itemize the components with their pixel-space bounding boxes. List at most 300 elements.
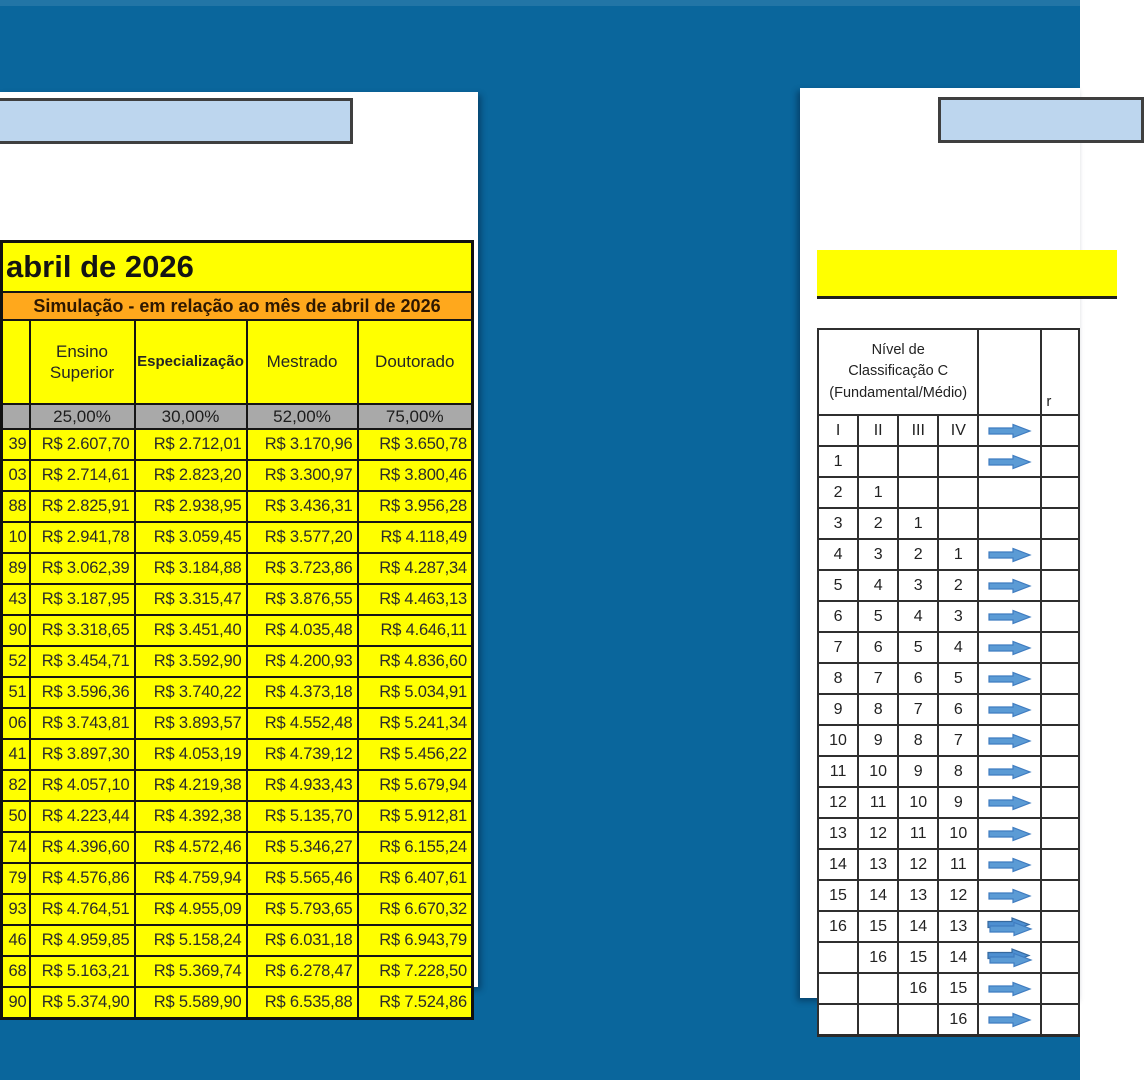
salary-value-cell[interactable]: R$ 2.941,78 bbox=[30, 522, 135, 553]
salary-value-cell[interactable]: R$ 7.524,86 bbox=[358, 987, 473, 1019]
arrow-icon bbox=[987, 980, 1032, 998]
salary-value-cell[interactable]: R$ 5.565,46 bbox=[247, 863, 358, 894]
salary-value-cell[interactable]: R$ 5.158,24 bbox=[135, 925, 247, 956]
arrow-cell bbox=[978, 942, 1041, 973]
reference-cell[interactable] bbox=[1041, 756, 1079, 787]
salary-row bbox=[2, 677, 473, 708]
right-header-input-box[interactable] bbox=[938, 97, 1144, 143]
level-cell[interactable]: 15 bbox=[818, 880, 858, 911]
level-cell[interactable]: 9 bbox=[938, 787, 978, 818]
arrow-cell bbox=[978, 477, 1041, 508]
level-cell[interactable]: 2 bbox=[818, 477, 858, 508]
level-cell[interactable] bbox=[818, 942, 858, 973]
level-cell[interactable] bbox=[898, 477, 938, 508]
salary-value-cell[interactable]: R$ 3.436,31 bbox=[247, 491, 358, 522]
salary-row bbox=[2, 553, 473, 584]
arrow-cell bbox=[978, 694, 1041, 725]
level-cell[interactable] bbox=[818, 973, 858, 1004]
level-cell[interactable]: 5 bbox=[938, 663, 978, 694]
salary-value-cell[interactable]: R$ 4.287,34 bbox=[358, 553, 473, 584]
salary-value-cell[interactable]: R$ 6.535,88 bbox=[247, 987, 358, 1019]
salary-value-cell[interactable]: R$ 5.912,81 bbox=[358, 801, 473, 832]
arrow-cell bbox=[978, 415, 1041, 446]
level-cell[interactable]: 9 bbox=[818, 694, 858, 725]
column-header-cut bbox=[2, 320, 30, 404]
partial-value-cell[interactable]: 82 bbox=[2, 770, 30, 801]
level-cell[interactable] bbox=[858, 1004, 898, 1036]
level-cell[interactable]: 1 bbox=[938, 539, 978, 570]
classification-row bbox=[818, 973, 1079, 1004]
reference-cell[interactable] bbox=[1041, 849, 1079, 880]
partial-reference-header: r bbox=[1041, 329, 1079, 415]
level-cell[interactable]: 14 bbox=[858, 880, 898, 911]
salary-row bbox=[2, 956, 473, 987]
partial-value-cell[interactable]: 46 bbox=[2, 925, 30, 956]
double-arrow-icon bbox=[986, 947, 1033, 969]
reference-cell[interactable] bbox=[1041, 973, 1079, 1004]
arrow-cell bbox=[978, 663, 1041, 694]
arrow-cell bbox=[978, 756, 1041, 787]
percentage-cell[interactable]: 75,00% bbox=[358, 404, 473, 429]
roman-header-IV: IV bbox=[938, 415, 978, 446]
salary-value-cell[interactable]: R$ 6.155,24 bbox=[358, 832, 473, 863]
arrow-icon bbox=[987, 794, 1032, 812]
level-cell[interactable]: 7 bbox=[898, 694, 938, 725]
level-cell[interactable]: 13 bbox=[898, 880, 938, 911]
classification-header-row bbox=[818, 329, 1079, 415]
salary-row bbox=[2, 584, 473, 615]
arrow-cell bbox=[978, 880, 1041, 911]
classification-header-line1: Nível de bbox=[871, 342, 925, 359]
salary-value-cell[interactable]: R$ 6.943,79 bbox=[358, 925, 473, 956]
salary-value-cell[interactable]: R$ 2.714,61 bbox=[30, 460, 135, 491]
partial-value-cell[interactable]: 03 bbox=[2, 460, 30, 491]
level-cell[interactable]: 1 bbox=[898, 508, 938, 539]
salary-row bbox=[2, 646, 473, 677]
reference-cell[interactable] bbox=[1041, 632, 1079, 663]
partial-value-cell[interactable]: 52 bbox=[2, 646, 30, 677]
level-cell[interactable]: 10 bbox=[938, 818, 978, 849]
level-cell[interactable]: 3 bbox=[818, 508, 858, 539]
classification-row bbox=[818, 446, 1079, 477]
arrow-icon bbox=[987, 670, 1032, 688]
classification-row bbox=[818, 725, 1079, 756]
reference-cell[interactable] bbox=[1041, 911, 1079, 942]
level-cell[interactable]: 16 bbox=[818, 911, 858, 942]
level-cell[interactable]: 3 bbox=[898, 570, 938, 601]
reference-cell[interactable] bbox=[1041, 787, 1079, 818]
percentage-cell[interactable]: 30,00% bbox=[135, 404, 247, 429]
level-cell[interactable]: 4 bbox=[858, 570, 898, 601]
reference-cell[interactable] bbox=[1041, 508, 1079, 539]
level-cell[interactable]: 10 bbox=[898, 787, 938, 818]
level-cell[interactable]: 9 bbox=[898, 756, 938, 787]
top-edge-highlight bbox=[0, 0, 1080, 6]
classification-row bbox=[818, 477, 1079, 508]
salary-value-cell[interactable]: R$ 4.057,10 bbox=[30, 770, 135, 801]
level-cell[interactable] bbox=[858, 973, 898, 1004]
level-cell[interactable]: 15 bbox=[938, 973, 978, 1004]
double-arrow-icon bbox=[986, 916, 1033, 938]
level-cell[interactable]: 5 bbox=[898, 632, 938, 663]
table-subtitle: Simulação - em relação ao mês de abril de 2026 bbox=[2, 292, 473, 320]
classification-row bbox=[818, 818, 1079, 849]
salary-value-cell[interactable]: R$ 4.552,48 bbox=[247, 708, 358, 739]
salary-row bbox=[2, 708, 473, 739]
salary-value-cell[interactable]: R$ 4.200,93 bbox=[247, 646, 358, 677]
salary-row bbox=[2, 429, 473, 460]
column-header-row bbox=[2, 320, 473, 404]
salary-value-cell[interactable]: R$ 3.062,39 bbox=[30, 553, 135, 584]
roman-header-II: II bbox=[858, 415, 898, 446]
salary-row bbox=[2, 832, 473, 863]
arrow-cell bbox=[978, 818, 1041, 849]
level-cell[interactable]: 5 bbox=[818, 570, 858, 601]
right-title-bar bbox=[817, 250, 1117, 299]
roman-numeral-row bbox=[818, 415, 1079, 446]
reference-cell[interactable] bbox=[1041, 446, 1079, 477]
column-header-ensino-superior: Ensino Superior bbox=[30, 320, 135, 404]
partial-value-cell[interactable]: 41 bbox=[2, 739, 30, 770]
level-cell[interactable]: 12 bbox=[898, 849, 938, 880]
reference-cell[interactable] bbox=[1041, 601, 1079, 632]
right-spreadsheet-window bbox=[800, 88, 1080, 1028]
salary-value-cell[interactable]: R$ 3.451,40 bbox=[135, 615, 247, 646]
salary-value-cell[interactable]: R$ 5.456,22 bbox=[358, 739, 473, 770]
classification-row bbox=[818, 787, 1079, 818]
level-cell[interactable] bbox=[818, 1004, 858, 1036]
arrow-cell bbox=[978, 973, 1041, 1004]
column-header-doutorado: Doutorado bbox=[358, 320, 473, 404]
percentage-cut-cell bbox=[2, 404, 30, 429]
arrow-column-header bbox=[978, 329, 1041, 415]
salary-value-cell[interactable]: R$ 2.712,01 bbox=[135, 429, 247, 460]
level-cell[interactable]: 1 bbox=[858, 477, 898, 508]
classification-row bbox=[818, 601, 1079, 632]
arrow-cell bbox=[978, 725, 1041, 756]
level-cell[interactable]: 3 bbox=[858, 539, 898, 570]
level-cell[interactable]: 14 bbox=[898, 911, 938, 942]
arrow-icon bbox=[987, 453, 1032, 471]
level-cell[interactable]: 2 bbox=[938, 570, 978, 601]
salary-value-cell[interactable]: R$ 4.223,44 bbox=[30, 801, 135, 832]
salary-value-cell[interactable]: R$ 3.170,96 bbox=[247, 429, 358, 460]
salary-row bbox=[2, 801, 473, 832]
level-cell[interactable]: 16 bbox=[938, 1004, 978, 1036]
percentage-row bbox=[2, 404, 473, 429]
level-cell[interactable]: 8 bbox=[938, 756, 978, 787]
level-cell[interactable]: 12 bbox=[858, 818, 898, 849]
level-cell[interactable] bbox=[898, 1004, 938, 1036]
reference-cell[interactable] bbox=[1041, 880, 1079, 911]
level-cell[interactable]: 15 bbox=[898, 942, 938, 973]
salary-value-cell[interactable]: R$ 4.646,11 bbox=[358, 615, 473, 646]
level-cell[interactable]: 6 bbox=[818, 601, 858, 632]
salary-value-cell[interactable]: R$ 4.955,09 bbox=[135, 894, 247, 925]
reference-cell[interactable] bbox=[1041, 663, 1079, 694]
level-cell[interactable]: 6 bbox=[898, 663, 938, 694]
salary-value-cell[interactable]: R$ 4.959,85 bbox=[30, 925, 135, 956]
salary-value-cell[interactable]: R$ 5.163,21 bbox=[30, 956, 135, 987]
level-cell[interactable]: 4 bbox=[898, 601, 938, 632]
salary-value-cell[interactable]: R$ 2.823,20 bbox=[135, 460, 247, 491]
salary-table bbox=[0, 240, 474, 1020]
salary-row bbox=[2, 491, 473, 522]
salary-value-cell[interactable]: R$ 3.184,88 bbox=[135, 553, 247, 584]
arrow-cell bbox=[978, 446, 1041, 477]
salary-value-cell[interactable]: R$ 2.607,70 bbox=[30, 429, 135, 460]
level-cell[interactable]: 11 bbox=[898, 818, 938, 849]
arrow-icon bbox=[987, 1011, 1032, 1029]
level-cell[interactable]: 14 bbox=[818, 849, 858, 880]
table-title-row bbox=[2, 242, 473, 293]
salary-value-cell[interactable]: R$ 3.893,57 bbox=[135, 708, 247, 739]
level-cell[interactable]: 4 bbox=[818, 539, 858, 570]
salary-value-cell[interactable]: R$ 4.396,60 bbox=[30, 832, 135, 863]
classification-row bbox=[818, 849, 1079, 880]
salary-value-cell[interactable]: R$ 3.318,65 bbox=[30, 615, 135, 646]
classification-row bbox=[818, 1004, 1079, 1036]
level-cell[interactable]: 11 bbox=[858, 787, 898, 818]
arrow-icon bbox=[987, 825, 1032, 843]
salary-value-cell[interactable]: R$ 3.596,36 bbox=[30, 677, 135, 708]
reference-cell[interactable] bbox=[1041, 539, 1079, 570]
reference-cell[interactable] bbox=[1041, 415, 1079, 446]
salary-value-cell[interactable]: R$ 3.592,90 bbox=[135, 646, 247, 677]
roman-header-III: III bbox=[898, 415, 938, 446]
classification-row bbox=[818, 570, 1079, 601]
partial-value-cell[interactable]: 39 bbox=[2, 429, 30, 460]
level-cell[interactable]: 1 bbox=[818, 446, 858, 477]
reference-cell[interactable] bbox=[1041, 1004, 1079, 1036]
salary-value-cell[interactable]: R$ 3.956,28 bbox=[358, 491, 473, 522]
level-cell[interactable]: 12 bbox=[818, 787, 858, 818]
level-cell[interactable]: 16 bbox=[858, 942, 898, 973]
salary-value-cell[interactable]: R$ 5.374,90 bbox=[30, 987, 135, 1019]
reference-cell[interactable] bbox=[1041, 818, 1079, 849]
level-cell[interactable]: 10 bbox=[818, 725, 858, 756]
salary-value-cell[interactable]: R$ 3.454,71 bbox=[30, 646, 135, 677]
salary-value-cell[interactable]: R$ 4.764,51 bbox=[30, 894, 135, 925]
salary-value-cell[interactable]: R$ 2.938,95 bbox=[135, 491, 247, 522]
classification-row bbox=[818, 663, 1079, 694]
level-cell[interactable]: 3 bbox=[938, 601, 978, 632]
salary-value-cell[interactable]: R$ 4.933,43 bbox=[247, 770, 358, 801]
salary-row bbox=[2, 925, 473, 956]
classification-row bbox=[818, 880, 1079, 911]
classification-row bbox=[818, 508, 1079, 539]
classification-header-line2: Classificação C bbox=[848, 363, 949, 380]
level-cell[interactable]: 7 bbox=[938, 725, 978, 756]
level-cell[interactable]: 2 bbox=[898, 539, 938, 570]
reference-cell[interactable] bbox=[1041, 942, 1079, 973]
level-cell[interactable]: 10 bbox=[858, 756, 898, 787]
partial-value-cell[interactable]: 51 bbox=[2, 677, 30, 708]
salary-value-cell[interactable]: R$ 6.031,18 bbox=[247, 925, 358, 956]
partial-value-cell[interactable]: 90 bbox=[2, 987, 30, 1019]
level-cell[interactable] bbox=[898, 446, 938, 477]
column-header-especializacao: Especialização bbox=[135, 320, 247, 404]
arrow-cell bbox=[978, 787, 1041, 818]
arrow-cell bbox=[978, 1004, 1041, 1036]
arrow-icon bbox=[987, 856, 1032, 874]
salary-value-cell[interactable]: R$ 4.118,49 bbox=[358, 522, 473, 553]
reference-cell[interactable] bbox=[1041, 570, 1079, 601]
arrow-icon bbox=[987, 732, 1032, 750]
arrow-cell bbox=[978, 539, 1041, 570]
salary-value-cell[interactable]: R$ 5.369,74 bbox=[135, 956, 247, 987]
partial-value-cell[interactable]: 79 bbox=[2, 863, 30, 894]
classification-table bbox=[817, 328, 1080, 1037]
level-cell[interactable]: 8 bbox=[898, 725, 938, 756]
table-title: abril de 2026 bbox=[2, 242, 473, 293]
partial-value-cell[interactable]: 06 bbox=[2, 708, 30, 739]
classification-row bbox=[818, 539, 1079, 570]
salary-value-cell[interactable]: R$ 3.577,20 bbox=[247, 522, 358, 553]
reference-cell[interactable] bbox=[1041, 477, 1079, 508]
level-cell[interactable]: 8 bbox=[858, 694, 898, 725]
salary-value-cell[interactable]: R$ 3.897,30 bbox=[30, 739, 135, 770]
salary-value-cell[interactable]: R$ 4.836,60 bbox=[358, 646, 473, 677]
level-cell[interactable]: 2 bbox=[858, 508, 898, 539]
salary-value-cell[interactable]: R$ 3.300,97 bbox=[247, 460, 358, 491]
arrow-icon bbox=[987, 639, 1032, 657]
salary-value-cell[interactable]: R$ 4.219,38 bbox=[135, 770, 247, 801]
arrow-icon bbox=[987, 701, 1032, 719]
level-cell[interactable]: 4 bbox=[938, 632, 978, 663]
salary-row bbox=[2, 987, 473, 1019]
salary-value-cell[interactable]: R$ 3.740,22 bbox=[135, 677, 247, 708]
level-cell[interactable]: 6 bbox=[938, 694, 978, 725]
level-cell[interactable] bbox=[938, 446, 978, 477]
salary-value-cell[interactable]: R$ 4.463,13 bbox=[358, 584, 473, 615]
left-spreadsheet-window bbox=[0, 92, 478, 1011]
arrow-cell bbox=[978, 508, 1041, 539]
salary-row bbox=[2, 739, 473, 770]
salary-value-cell[interactable]: R$ 3.743,81 bbox=[30, 708, 135, 739]
arrow-cell bbox=[978, 570, 1041, 601]
partial-value-cell[interactable]: 89 bbox=[2, 553, 30, 584]
classification-row bbox=[818, 632, 1079, 663]
level-cell[interactable]: 14 bbox=[938, 942, 978, 973]
arrow-cell bbox=[978, 601, 1041, 632]
salary-value-cell[interactable]: R$ 5.034,91 bbox=[358, 677, 473, 708]
level-cell[interactable]: 12 bbox=[938, 880, 978, 911]
partial-value-cell[interactable]: 50 bbox=[2, 801, 30, 832]
salary-value-cell[interactable]: R$ 4.373,18 bbox=[247, 677, 358, 708]
level-cell[interactable] bbox=[938, 508, 978, 539]
percentage-cell[interactable]: 52,00% bbox=[247, 404, 358, 429]
level-cell[interactable]: 15 bbox=[858, 911, 898, 942]
arrow-cell bbox=[978, 849, 1041, 880]
salary-value-cell[interactable]: R$ 5.135,70 bbox=[247, 801, 358, 832]
classification-header bbox=[818, 329, 978, 415]
arrow-icon bbox=[987, 887, 1032, 905]
level-cell[interactable]: 11 bbox=[938, 849, 978, 880]
level-cell[interactable]: 5 bbox=[858, 601, 898, 632]
salary-value-cell[interactable]: R$ 6.670,32 bbox=[358, 894, 473, 925]
salary-value-cell[interactable]: R$ 4.759,94 bbox=[135, 863, 247, 894]
left-header-input-box[interactable] bbox=[0, 98, 353, 144]
salary-value-cell[interactable]: R$ 5.346,27 bbox=[247, 832, 358, 863]
partial-value-cell[interactable]: 88 bbox=[2, 491, 30, 522]
roman-header-I: I bbox=[818, 415, 858, 446]
classification-row bbox=[818, 694, 1079, 725]
level-cell[interactable] bbox=[858, 446, 898, 477]
level-cell[interactable]: 6 bbox=[858, 632, 898, 663]
salary-value-cell[interactable]: R$ 4.576,86 bbox=[30, 863, 135, 894]
salary-row bbox=[2, 615, 473, 646]
level-cell[interactable]: 13 bbox=[938, 911, 978, 942]
classification-header-line3: (Fundamental/Médio) bbox=[829, 384, 968, 401]
partial-value-cell[interactable]: 68 bbox=[2, 956, 30, 987]
level-cell[interactable]: 8 bbox=[818, 663, 858, 694]
salary-value-cell[interactable]: R$ 6.278,47 bbox=[247, 956, 358, 987]
classification-row bbox=[818, 756, 1079, 787]
salary-value-cell[interactable]: R$ 2.825,91 bbox=[30, 491, 135, 522]
arrow-icon bbox=[987, 546, 1032, 564]
salary-row bbox=[2, 522, 473, 553]
classification-row bbox=[818, 911, 1079, 942]
salary-value-cell[interactable]: R$ 5.589,90 bbox=[135, 987, 247, 1019]
level-cell[interactable]: 16 bbox=[898, 973, 938, 1004]
partial-value-cell[interactable]: 43 bbox=[2, 584, 30, 615]
level-cell[interactable]: 7 bbox=[858, 663, 898, 694]
salary-value-cell[interactable]: R$ 7.228,50 bbox=[358, 956, 473, 987]
salary-value-cell[interactable]: R$ 4.035,48 bbox=[247, 615, 358, 646]
salary-row bbox=[2, 770, 473, 801]
salary-row bbox=[2, 863, 473, 894]
salary-value-cell[interactable]: R$ 4.392,38 bbox=[135, 801, 247, 832]
salary-value-cell[interactable]: R$ 4.739,12 bbox=[247, 739, 358, 770]
column-header-mestrado: Mestrado bbox=[247, 320, 358, 404]
reference-cell[interactable] bbox=[1041, 725, 1079, 756]
salary-value-cell[interactable]: R$ 3.315,47 bbox=[135, 584, 247, 615]
salary-value-cell[interactable]: R$ 3.650,78 bbox=[358, 429, 473, 460]
arrow-cell bbox=[978, 911, 1041, 942]
salary-value-cell[interactable]: R$ 3.800,46 bbox=[358, 460, 473, 491]
table-subtitle-row bbox=[2, 292, 473, 320]
salary-row bbox=[2, 894, 473, 925]
salary-value-cell[interactable]: R$ 3.059,45 bbox=[135, 522, 247, 553]
salary-value-cell[interactable]: R$ 5.241,34 bbox=[358, 708, 473, 739]
salary-value-cell[interactable]: R$ 4.053,19 bbox=[135, 739, 247, 770]
partial-value-cell[interactable]: 93 bbox=[2, 894, 30, 925]
salary-value-cell[interactable]: R$ 3.187,95 bbox=[30, 584, 135, 615]
salary-row bbox=[2, 460, 473, 491]
arrow-icon bbox=[987, 422, 1032, 440]
percentage-cell[interactable]: 25,00% bbox=[30, 404, 135, 429]
salary-value-cell[interactable]: R$ 4.572,46 bbox=[135, 832, 247, 863]
level-cell[interactable]: 13 bbox=[818, 818, 858, 849]
level-cell[interactable]: 11 bbox=[818, 756, 858, 787]
partial-value-cell[interactable]: 10 bbox=[2, 522, 30, 553]
partial-value-cell[interactable]: 90 bbox=[2, 615, 30, 646]
level-cell[interactable]: 13 bbox=[858, 849, 898, 880]
arrow-icon bbox=[987, 577, 1032, 595]
reference-cell[interactable] bbox=[1041, 694, 1079, 725]
arrow-icon bbox=[987, 763, 1032, 781]
level-cell[interactable] bbox=[938, 477, 978, 508]
salary-value-cell[interactable]: R$ 5.679,94 bbox=[358, 770, 473, 801]
salary-value-cell[interactable]: R$ 3.876,55 bbox=[247, 584, 358, 615]
salary-value-cell[interactable]: R$ 5.793,65 bbox=[247, 894, 358, 925]
level-cell[interactable]: 7 bbox=[818, 632, 858, 663]
partial-value-cell[interactable]: 74 bbox=[2, 832, 30, 863]
salary-value-cell[interactable]: R$ 6.407,61 bbox=[358, 863, 473, 894]
salary-value-cell[interactable]: R$ 3.723,86 bbox=[247, 553, 358, 584]
level-cell[interactable]: 9 bbox=[858, 725, 898, 756]
